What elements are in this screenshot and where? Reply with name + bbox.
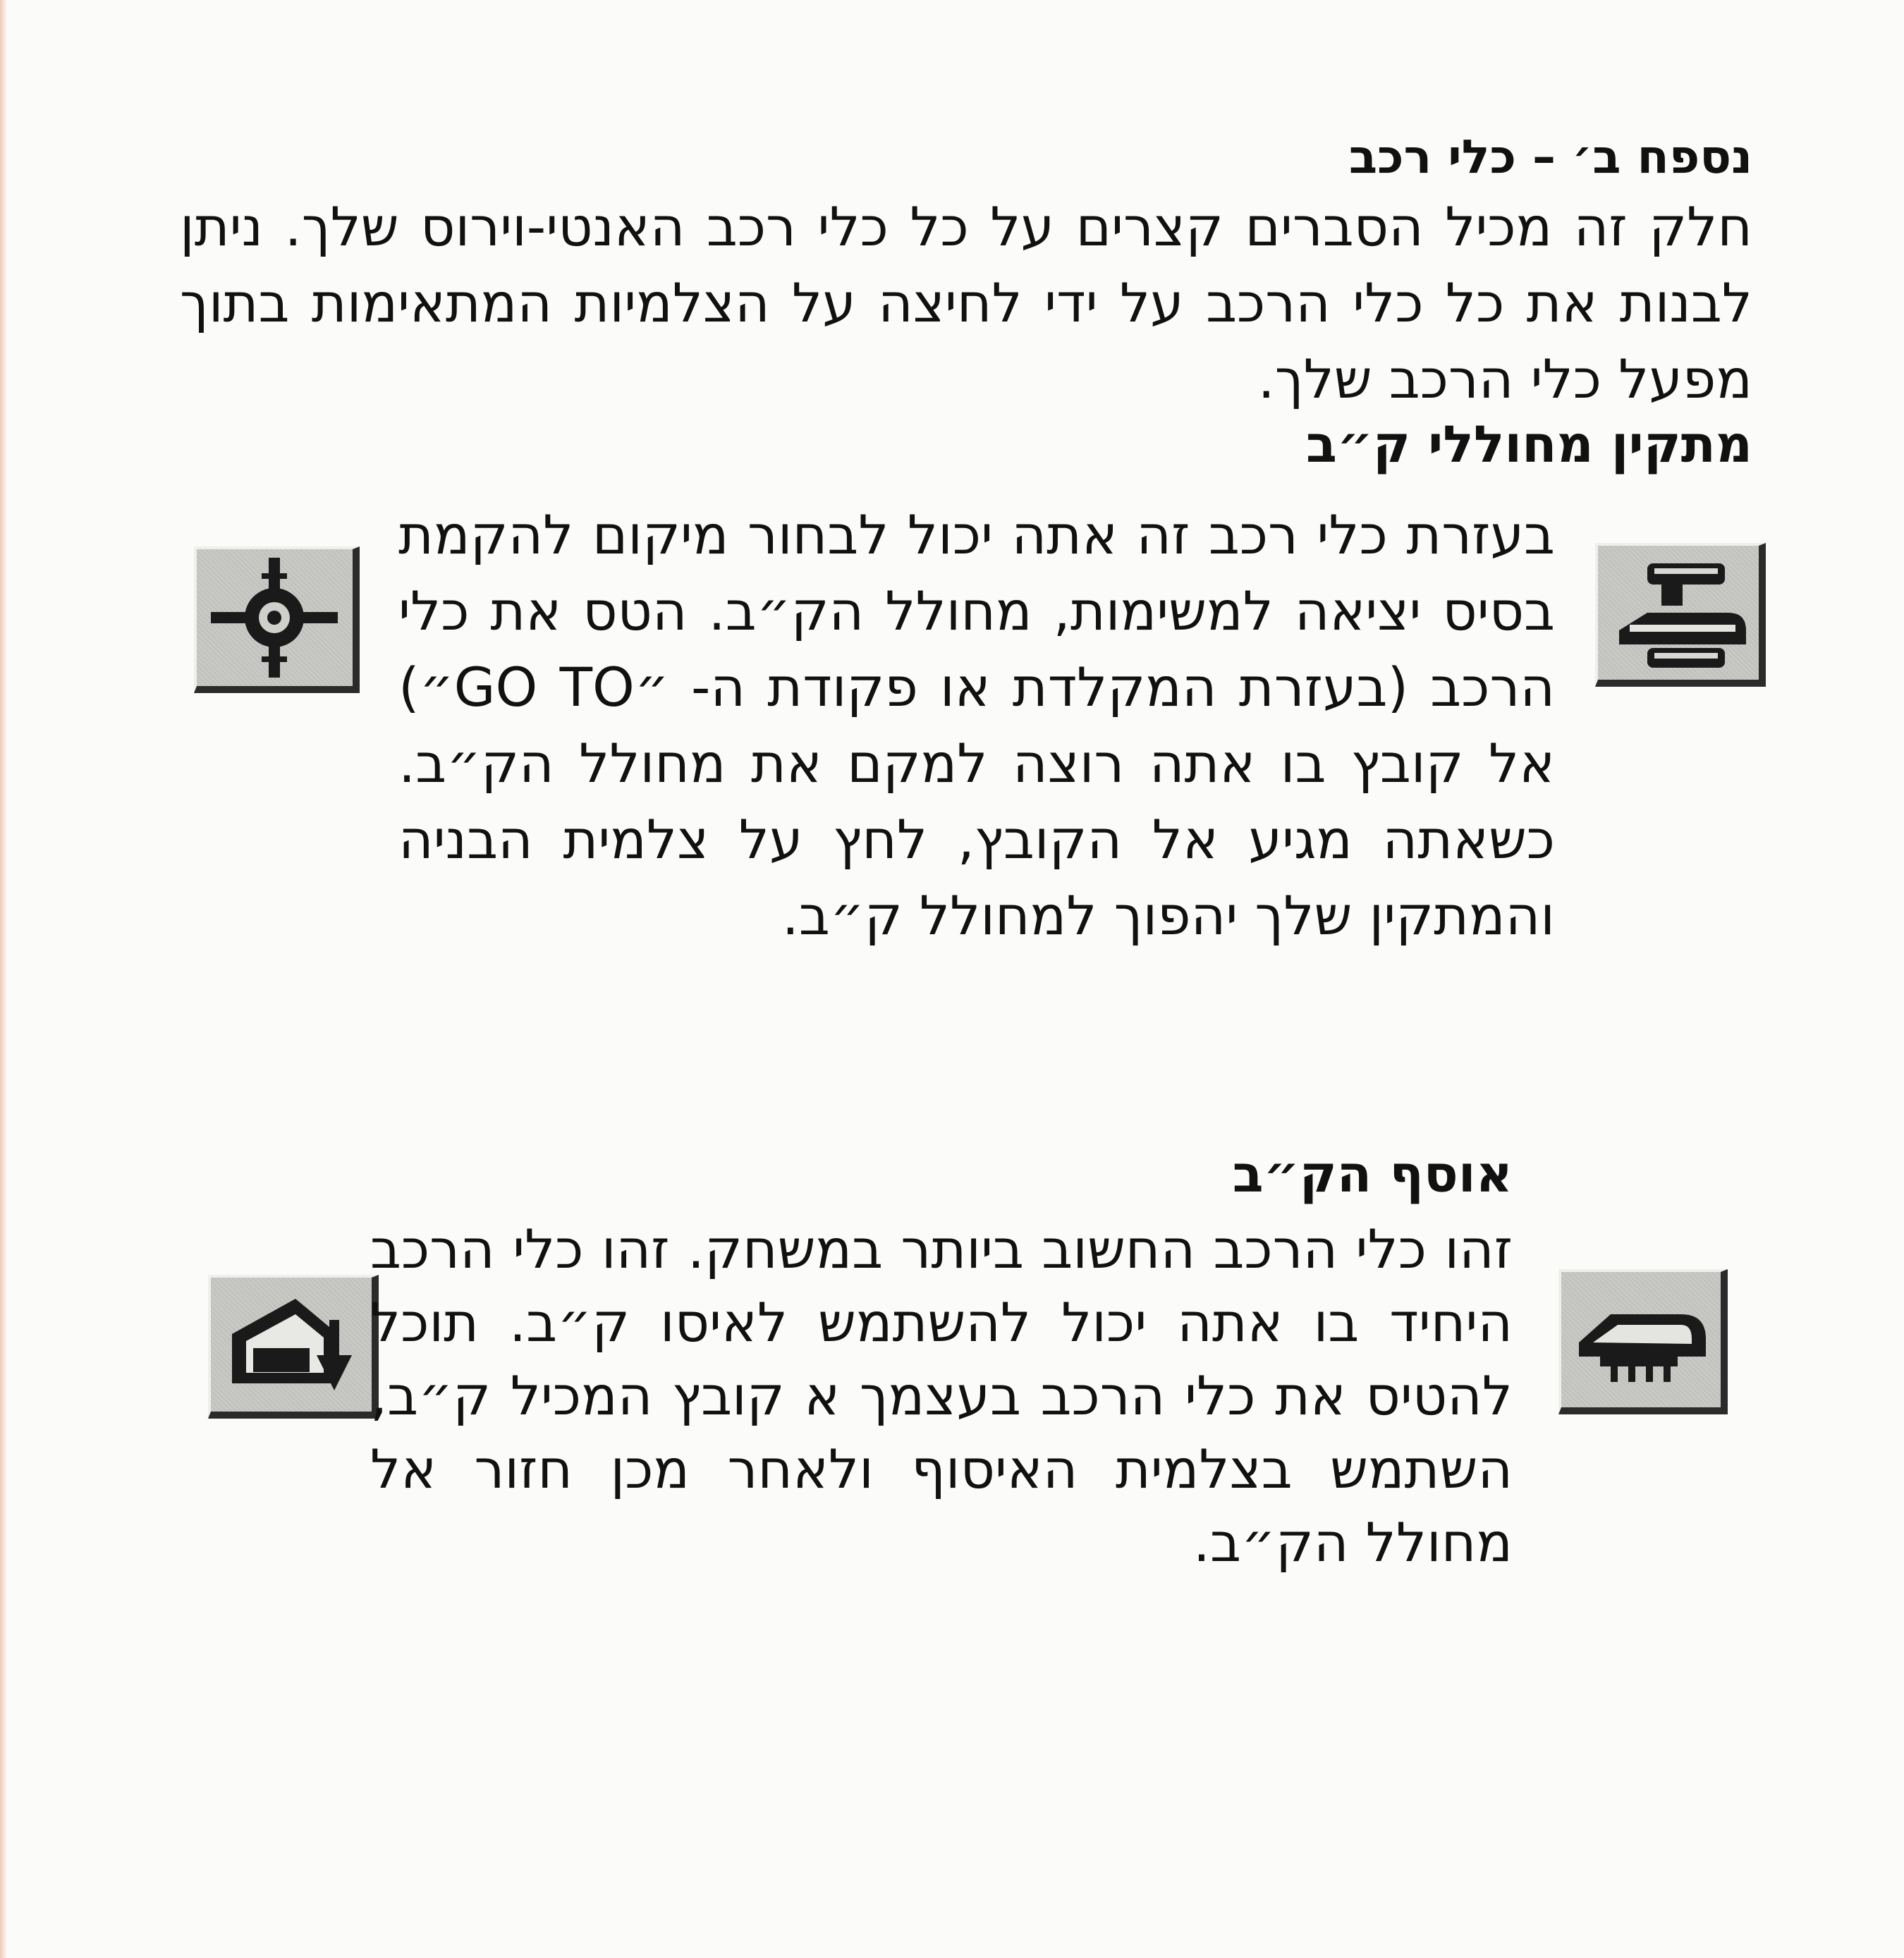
build-crosshair-glyph xyxy=(197,549,353,686)
collector-vehicle-glyph xyxy=(1561,1272,1721,1407)
collector-vehicle-icon xyxy=(1558,1269,1728,1414)
collector-text: זהו כלי הרכב החשוב ביותר במשחק. זהו כלי הרכב היחיד בו אתה יכול להשתמש לאיסו ק״ב. תוכל להטיס את כלי הרכב בעצמך א קובץ המכיל ק״ב, השתמש בצלמית האיסוף ולאחר מכן חזור אל מחולל הק״ב. xyxy=(370,1218,1513,1574)
section-title-installer: מתקין מחוללי ק״ב xyxy=(1306,415,1752,474)
intro-paragraph xyxy=(180,189,1752,417)
installer-vehicle-icon xyxy=(1595,543,1766,687)
section-body-installer xyxy=(398,497,1555,954)
installer-vehicle-glyph xyxy=(1598,546,1759,680)
collect-chip-glyph xyxy=(211,1278,372,1412)
collect-chip-icon xyxy=(208,1275,379,1419)
intro-text: חלק זה מכיל הסברים קצרים על כל כלי רכב האנטי-וירוס שלך. ניתן לבנות את כל כלי הרכב על ידי לחיצה על הצלמיות המתאימות בתוך מפעל כלי הרכב שלך. xyxy=(180,195,1752,410)
section-title-collector: אוסף הק״ב xyxy=(1232,1144,1513,1204)
build-crosshair-icon xyxy=(194,546,360,693)
appendix-title: נספח ב׳ – כלי רכב xyxy=(1348,130,1752,184)
page-edge xyxy=(0,0,7,1958)
installer-text: בעזרת כלי רכב זה אתה יכול לבחור מיקום להקמת בסיס יציאה למשימות, מחולל הק״ב. הטס את כלי הרכב (בעזרת המקלדת או פקודת ה- ״GO TO״) אל קובץ בו אתה רוצה למקם את מחולל הק״ב. כשאתה מגיע אל הקובץ, לחץ על צלמית הבניה והמתקין שלך יהפוך למחולל ק״ב. xyxy=(398,503,1555,947)
section-body-collector xyxy=(370,1213,1513,1579)
